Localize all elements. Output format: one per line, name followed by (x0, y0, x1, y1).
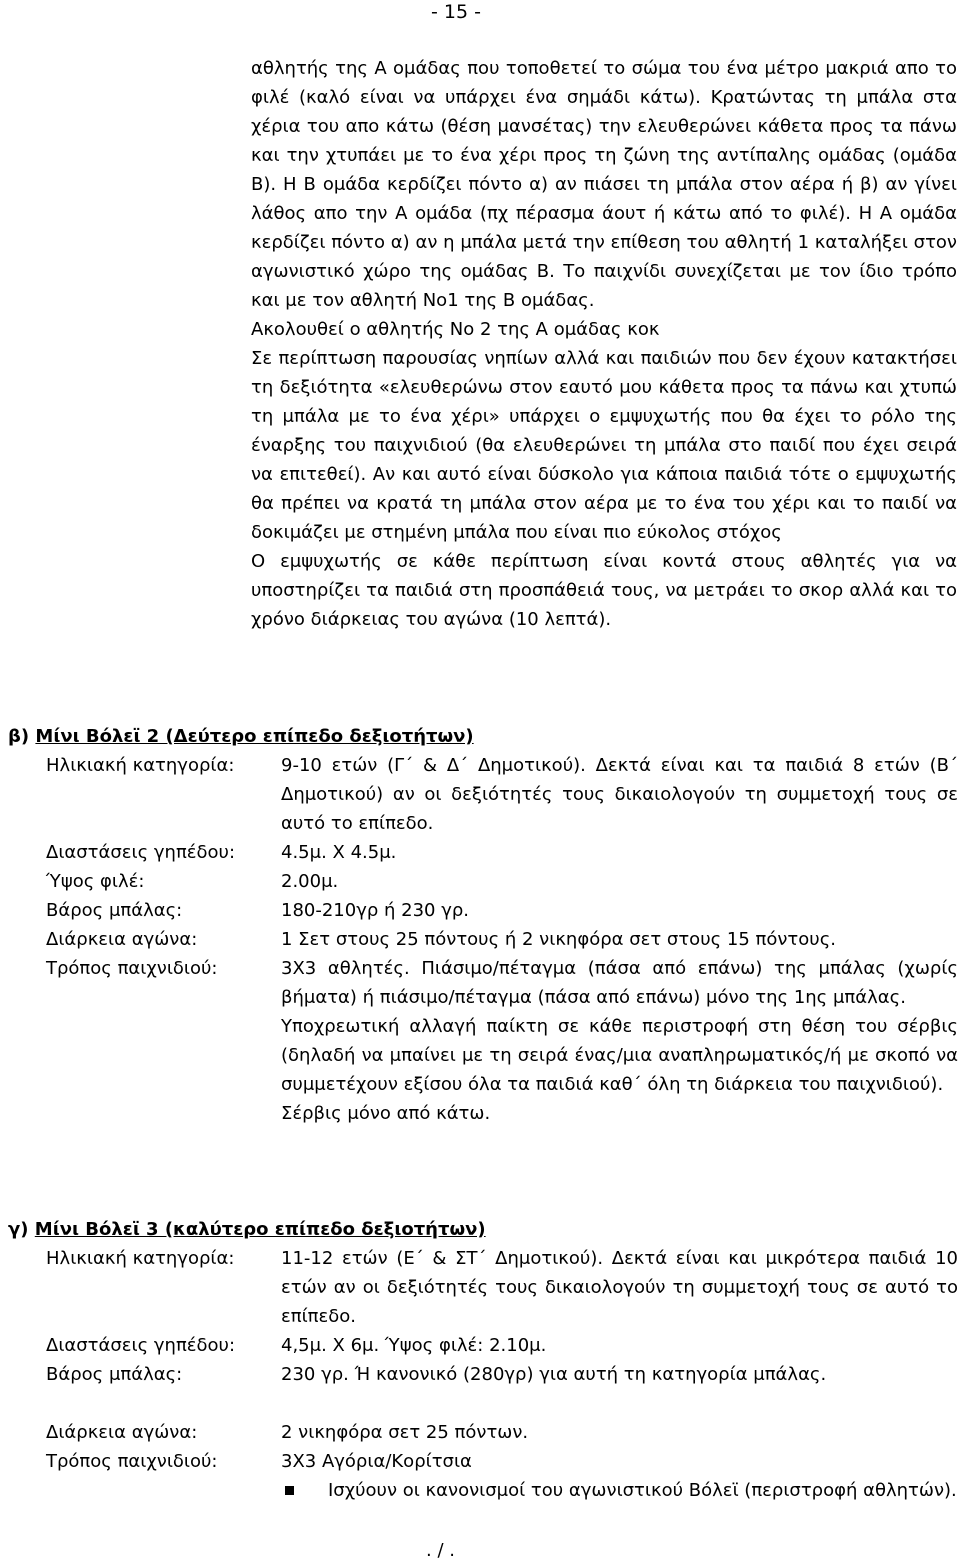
row-key: Διαστάσεις γηπέδου: (46, 842, 236, 863)
row-key: Ύψος φιλέ: (46, 871, 145, 892)
section-label: γ) (8, 1219, 29, 1240)
bullet-item (281, 1476, 958, 1505)
row-key: Διαστάσεις γηπέδου: (46, 1335, 236, 1356)
row-key: Ηλικιακή κατηγορία: (46, 755, 235, 776)
bullet-text: Ισχύουν οι κανονισμοί του αγωνιστικού Βόλεϊ (περιστροφή αθλητών). (328, 1480, 957, 1501)
row-value: 3Χ3 Αγόρια/Κορίτσια Ισχύουν οι κανονισμοί του αγωνιστικού Βόλεϊ (περιστροφή αθλητών). (281, 1447, 958, 1505)
row-key: Τρόπος παιχνιδιού: (46, 958, 218, 979)
row-value: 1 Σετ στους 25 πόντους ή 2 νικηφόρα σετ στους 15 πόντους. (281, 929, 836, 950)
section-heading (8, 1215, 486, 1244)
section-title: Μίνι Βόλεϊ 3 (καλύτερο επίπεδο δεξιοτήτων) (34, 1219, 486, 1240)
row-value: 2.00μ. (281, 871, 339, 892)
row-value: 9-10 ετών (Γ΄ & Δ΄ Δημοτικού). Δεκτά είναι και τα παιδιά 8 ετών (Β΄ Δημοτικού) αν οι δεξιότητές τους δικαιολογούν τη συμμετοχή τους σε αυτό το επίπεδο. (281, 755, 958, 834)
intro-paragraph-2: Ακολουθεί ο αθλητής Νο 2 της Α ομάδας κοκ (251, 319, 660, 340)
section-label: β) (8, 726, 30, 747)
row-value: 11-12 ετών (Ε΄ & ΣΤ΄ Δημοτικού). Δεκτά είναι και μικρότερα παιδιά 10 ετών αν οι δεξιότητές τους δικαιολογούν τη συμμετοχή τους σε αυτό το επίπεδο. (281, 1248, 958, 1327)
row-key: Διάρκεια αγώνα: (46, 929, 198, 950)
row-key: Ηλικιακή κατηγορία: (46, 1248, 235, 1269)
page-number: - 15 - (431, 1, 481, 23)
square-bullet-icon (285, 1486, 294, 1495)
row-key: Τρόπος παιχνιδιού: (46, 1451, 218, 1472)
row-value: 180-210γρ ή 230 γρ. (281, 900, 470, 921)
row-value: 4.5μ. Χ 4.5μ. (281, 842, 397, 863)
section-heading (8, 722, 474, 751)
end-mark: . / . (426, 1540, 455, 1561)
row-value: 4,5μ. Χ 6μ. Ύψος φιλέ: 2.10μ. (281, 1335, 547, 1356)
row-key: Διάρκεια αγώνα: (46, 1422, 198, 1443)
intro-paragraph-3: Σε περίπτωση παρουσίας νηπίων αλλά και παιδιών που δεν έχουν κατακτήσει τη δεξιότητα «ελευθερώνω στον εαυτό μου κάθετα προς τα πάνω και χτυπώ τη μπάλα με το ένα χέρι» υπάρχει ο εμψυχωτής που θα έχει το ρόλο της έναρξης του παιχνιδιού (θα ελευθερώνει τη μπάλα στο παιδί που έχει σειρά να επιτεθεί). Αν και αυτό είναι δύσκολο για κάποια παιδιά τότε ο εμψυχωτής θα πρέπει να κρατά τη μπάλα στον αέρα με το ένα του χέρι και το παιδί να δοκιμάζει με στημένη μπάλα που είναι πιο εύκολος στόχος (251, 348, 957, 543)
intro-paragraph-1: αθλητής της Α ομάδας που τοποθετεί το σώμα του ένα μέτρο μακριά απο το φιλέ (καλό είναι να υπάρχει ένα σημάδι κάτω). Κρατώντας τη μπάλα στα χέρια του απο κάτω (θέση μανσέτας) την ελευθερώνει κάθετα προς τα πάνω και την χτυπάει με το ένα χέρι προς τη ζώνη της αντίπαλης ομάδας (ομάδα Β). Η Β ομάδα κερδίζει πόντο α) αν πιάσει τη μπάλα στον αέρα ή β) αν γίνει λάθος απο την Α ομάδα (πχ πέρασμα άουτ ή κάτω από το φιλέ). Η Α ομάδα κερδίζει πόντο α) αν η μπάλα μετά την επίθεση του αθλητή 1 καταλήξει στον αγωνιστικό χώρο της ομάδας Β. Το παιχνίδι συνεχίζεται με τον ίδιο τρόπο και με τον αθλητή Νο1 της Β ομάδας. (251, 58, 957, 311)
row-value: 3Χ3 αθλητές. Πιάσιμο/πέταγμα (πάσα από επάνω) της μπάλας (χωρίς βήματα) ή πιάσιμο/πέταγμα (πάσα από επάνω) μόνο της 1ης μπάλας. Υποχρεωτική αλλαγή παίκτη σε κάθε περιστροφή στη θέση του σέρβις (δηλαδή να μπαίνει με τη σειρά ένας/μια αναπληρωματικός/ή με σκοπό να συμμετέχουν εξίσου όλα τα παιδιά καθ΄ όλη τη διάρκεια του παιχνιδιού). Σέρβις μόνο από κάτω. (281, 958, 958, 1124)
row-key: Βάρος μπάλας: (46, 900, 183, 921)
intro-paragraph-4: Ο εμψυχωτής σε κάθε περίπτωση είναι κοντά στους αθλητές για να υποστηρίζει τα παιδιά στη προσπάθειά τους, να μετράει το σκορ αλλά και το χρόνο διάρκειας του αγώνα (10 λεπτά). (251, 551, 957, 630)
intro-text (251, 54, 957, 634)
section-title: Μίνι Βόλεϊ 2 (Δεύτερο επίπεδο δεξιοτήτων) (35, 726, 474, 747)
row-value: 230 γρ. Ή κανονικό (280γρ) για αυτή τη κατηγορία μπάλας. (281, 1364, 827, 1385)
row-key: Βάρος μπάλας: (46, 1364, 183, 1385)
row-value: 2 νικηφόρα σετ 25 πόντων. (281, 1422, 529, 1443)
